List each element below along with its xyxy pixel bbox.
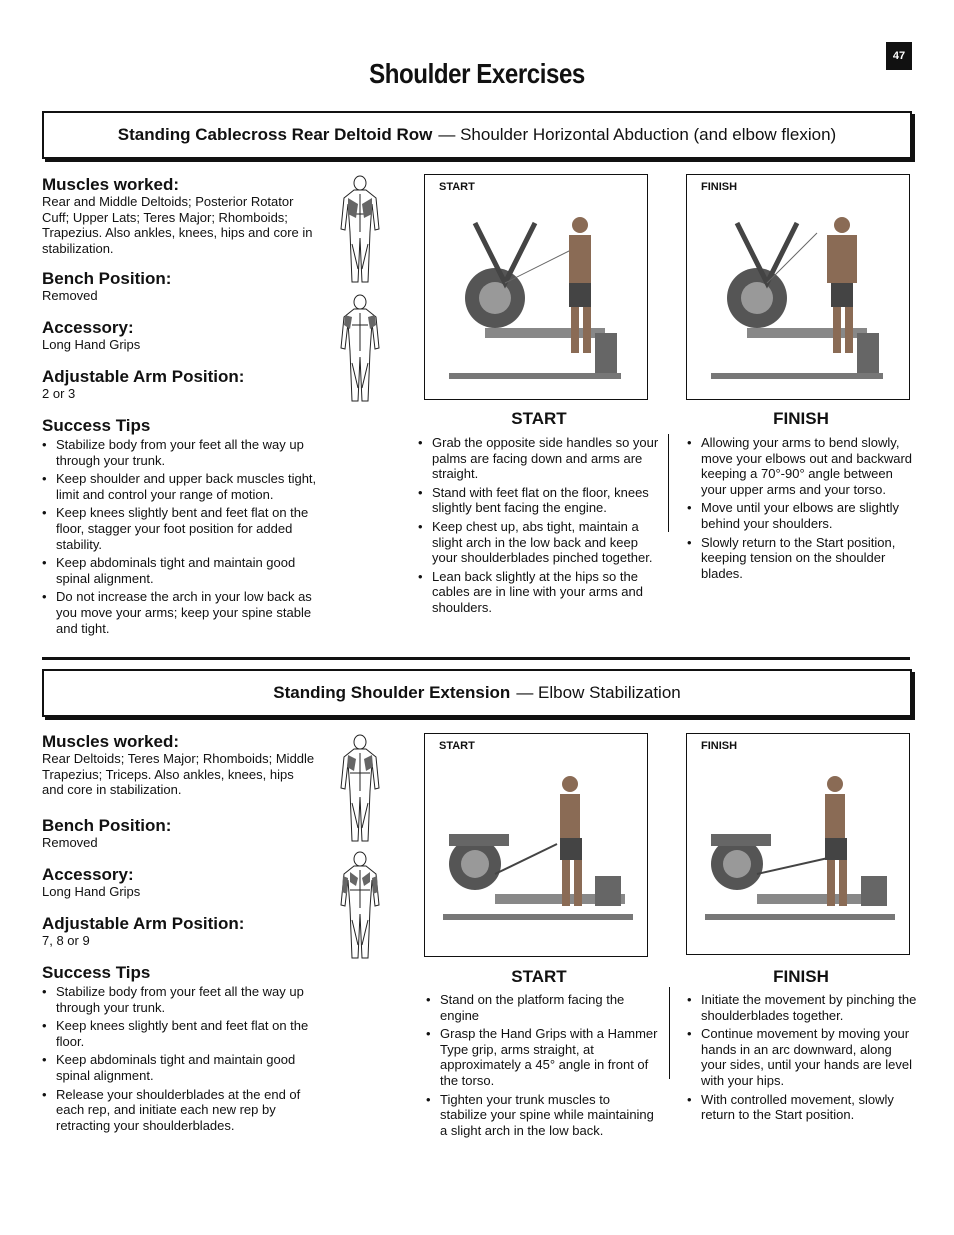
anatomy-back-figure [336,850,384,960]
machine-illustration [707,203,887,393]
photo-label: FINISH [701,740,738,752]
list-item: • Allowing your arms to bend slowly, move your elbows out and backward keeping a 70°-90° angle between your upper arms and your torso. [687,435,913,497]
exercise-1-subtitle: — Shoulder Horizontal Abduction (and elbow flexion) [438,125,837,144]
list-item: • Grab the opposite side handles so your palms are facing down and arms are straight. [418,435,660,482]
bench-heading: Bench Position: [42,816,172,835]
bench-heading: Bench Position: [42,269,172,288]
accessory-text: Long Hand Grips [42,337,141,352]
anatomy-back-figure [336,174,384,284]
list-item: • Stabilize body from your feet all the way up through your trunk. [42,437,320,468]
machine-illustration [697,764,897,944]
exercise-2-finish-heading: FINISH [773,967,829,986]
photo-label: FINISH [701,181,738,193]
exercise-1-banner [42,111,912,159]
machine-illustration [445,203,625,393]
list-item: • Keep abdominals tight and maintain good spinal alignment. [42,555,320,586]
list-item: • Continue movement by moving your hands in an arc downward, along your sides, until your hands are level with your hips. [687,1026,917,1088]
muscles-text: Rear Deltoids; Teres Major; Rhomboids; Middle Trapezius; Triceps. Also ankles, knees, hips and core in stabilization. [42,751,315,798]
arm-position-heading: Adjustable Arm Position: [42,914,245,933]
accessory-heading: Accessory: [42,318,134,337]
list-item: • With controlled movement, slowly return to the Start position. [687,1092,917,1123]
exercise-2-start-steps [426,992,660,1141]
section-divider [42,657,910,660]
list-item: • Grasp the Hand Grips with a Hammer Type grip, arms straight, at approximately a 45° angle in front of the torso. [426,1026,660,1088]
list-item: • Slowly return to the Start position, keeping tension on the shoulder blades. [687,535,913,582]
muscles-heading: Muscles worked: [42,732,179,751]
bench-text: Removed [42,288,98,303]
exercise-2-name: Standing Shoulder Extension [273,683,511,702]
column-divider [669,987,670,1079]
list-item: • Lean back slightly at the hips so the cables are in line with your arms and shoulders. [418,569,660,616]
exercise-2-subtitle: — Elbow Stabilization [516,683,681,702]
exercise-1-start-heading: START [511,409,567,428]
page-number: 47 [886,42,912,70]
exercise-2-finish-photo [686,733,910,955]
list-item: • Keep abdominals tight and maintain good spinal alignment. [42,1052,320,1083]
muscles-heading: Muscles worked: [42,175,179,194]
arm-position-text: 2 or 3 [42,386,76,401]
exercise-2-banner [42,669,912,717]
list-item: • Keep knees slightly bent and feet flat on the floor, stagger your foot position for added stability. [42,505,320,552]
anatomy-front-figure [336,293,384,403]
success-tips-list [42,437,320,636]
exercise-2-start-heading: START [511,967,567,986]
list-item: • Keep chest up, abs tight, maintain a slight arch in the low back and keep your shoulderblades pinched together. [418,519,660,566]
exercise-1-start-steps [418,435,660,619]
list-item: • Stand with feet flat on the floor, knees slightly bent facing the engine. [418,485,660,516]
list-item: • Keep shoulder and upper back muscles tight, limit and control your range of motion. [42,471,320,502]
exercise-1-finish-steps [687,435,913,584]
photo-label: START [439,181,475,193]
list-item: • Initiate the movement by pinching the shoulderblades together. [687,992,917,1023]
list-item: • Release your shoulderblades at the end of each rep, and initiate each new rep by retracting your shoulderblades. [42,1087,320,1134]
exercise-2-finish-steps [687,992,917,1126]
photo-label: START [439,740,475,752]
machine-illustration [435,764,635,944]
success-tips-heading: Success Tips [42,416,151,435]
exercise-1-finish-heading: FINISH [773,409,829,428]
accessory-text: Long Hand Grips [42,884,141,899]
exercise-1-finish-photo [686,174,910,400]
arm-position-heading: Adjustable Arm Position: [42,367,245,386]
arm-position-text: 7, 8 or 9 [42,933,90,948]
list-item: • Tighten your trunk muscles to stabilize your spine while maintaining a slight arch in the low back. [426,1092,660,1139]
exercise-2-start-photo [424,733,648,957]
bench-text: Removed [42,835,98,850]
list-item: • Move until your elbows are slightly behind your shoulders. [687,500,913,531]
list-item: • Stand on the platform facing the engine [426,992,660,1023]
column-divider [668,434,669,532]
page-title: Shoulder Exercises [369,58,585,89]
anatomy-back-figure [336,733,384,843]
success-tips-heading: Success Tips [42,963,151,982]
accessory-heading: Accessory: [42,865,134,884]
list-item: • Do not increase the arch in your low back as you move your arms; keep your spine stable and tight. [42,589,320,636]
exercise-1-name: Standing Cablecross Rear Deltoid Row [117,125,433,144]
list-item: • Stabilize body from your feet all the way up through your trunk. [42,984,320,1015]
exercise-1-start-photo [424,174,648,400]
success-tips-list [42,984,320,1133]
muscles-text: Rear and Middle Deltoids; Posterior Rotator Cuff; Upper Lats; Teres Major; Rhomboids; Trapezius. Also ankles, knees, hips and core in stabilization. [42,194,313,256]
list-item: • Keep knees slightly bent and feet flat on the floor. [42,1018,320,1049]
